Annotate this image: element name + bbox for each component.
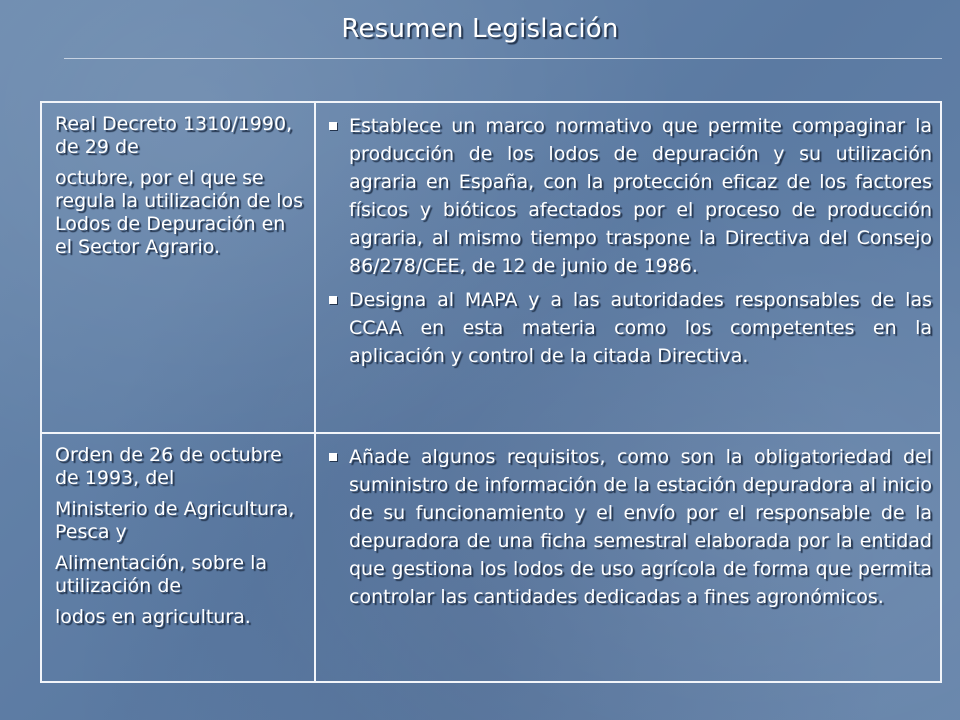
summary-bullet	[329, 443, 932, 611]
law-title-cell	[41, 433, 315, 682]
law-title-line: octubre, por el que se regula la utilización de los Lodos de Depuración en el Sector Agrario.	[55, 167, 304, 258]
table-row	[41, 102, 941, 433]
law-title-line: Orden de 26 de octubre de 1993, del	[55, 444, 282, 489]
summary-bullet	[329, 112, 932, 280]
law-summary-cell	[315, 433, 941, 682]
square-bullet-icon	[329, 453, 337, 461]
title-divider	[64, 58, 942, 59]
summary-bullet	[329, 286, 932, 370]
square-bullet-icon	[329, 122, 337, 130]
bullet-text: Establece un marco normativo que permite compaginar la producción de los lodos de depuración y su utilización agraria en España, con la protección eficaz de los factores físicos y bióticos afectados por el proceso de producción agraria, al mismo tiempo traspone la Directiva del Consejo 86/278/CEE, de 12 de junio de 1986.	[349, 115, 932, 277]
law-title-cell	[41, 102, 315, 433]
law-title-line: Real Decreto 1310/1990, de 29 de	[55, 113, 293, 158]
law-title-line: Alimentación, sobre la utilización de	[55, 552, 267, 597]
square-bullet-icon	[329, 296, 337, 304]
law-summary-cell	[315, 102, 941, 433]
table-row	[41, 433, 941, 682]
law-title-line: Ministerio de Agricultura, Pesca y	[55, 498, 295, 543]
law-title-line: lodos en agricultura.	[55, 606, 251, 628]
slide-title: Resumen Legislación	[341, 14, 619, 44]
bullet-text: Añade algunos requisitos, como son la obligatoriedad del suministro de información de la estación depuradora al inicio de su funcionamiento y el envío por el responsable de la depuradora de una ficha semestral elaborada por la entidad que gestiona los lodos de uso agrícola de forma que permita controlar las cantidades dedicadas a fines agronómicos.	[349, 446, 932, 608]
bullet-text: Designa al MAPA y a las autoridades responsables de las CCAA en esta materia como los competentes en la aplicación y control de la citada Directiva.	[349, 289, 932, 367]
legislation-table	[40, 101, 942, 683]
